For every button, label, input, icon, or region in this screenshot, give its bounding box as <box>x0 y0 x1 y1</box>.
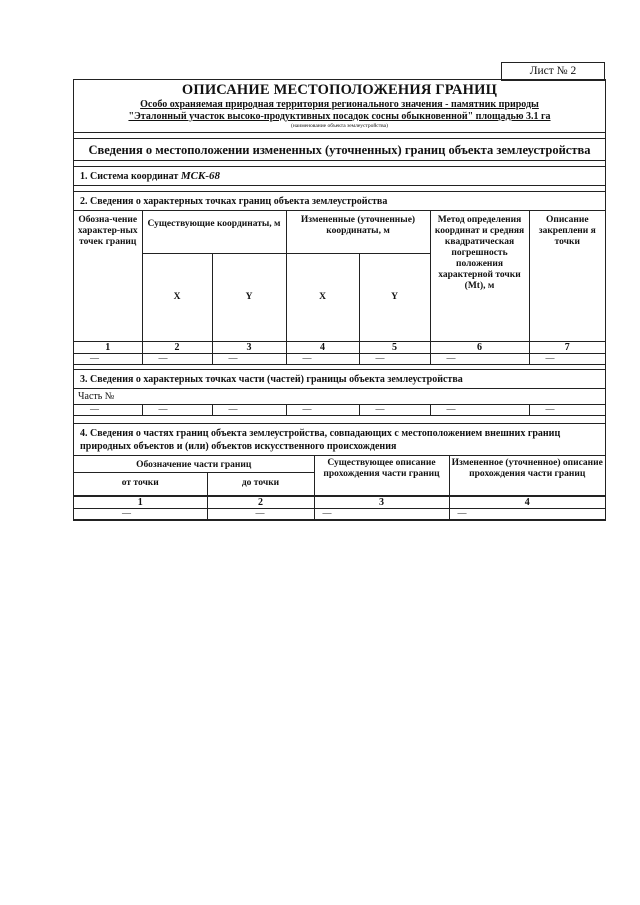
empty-cell: — <box>212 405 286 416</box>
empty-cell: — <box>74 353 142 364</box>
boundary-parts-table <box>74 456 605 521</box>
empty-cell: — <box>74 405 142 416</box>
points-table <box>74 211 605 365</box>
document-title: ОПИСАНИЕ МЕСТОПОЛОЖЕНИЯ ГРАНИЦ <box>181 82 498 98</box>
column-number: 2 <box>207 496 314 509</box>
empty-cell: — <box>529 405 605 416</box>
empty-cell: — <box>286 405 359 416</box>
coordinate-system-label: 1. Система координат <box>80 171 179 182</box>
col-existing-coords: Существующие координаты, м <box>142 211 286 253</box>
section-3-title: 3. Сведения о характерных точках части (частей) границы объекта землеустройства <box>74 370 605 389</box>
col-method-accuracy: Метод определения координат и средняя квадратическая погрешность положения характерной точки (Mt), м <box>430 211 529 341</box>
empty-cell: — <box>359 405 430 416</box>
column-number: 3 <box>314 496 449 509</box>
col-existing-y: Y <box>212 253 286 341</box>
section-2-title: 2. Сведения о характерных точках границ объекта землеустройства <box>74 192 605 211</box>
col-point-description: Описание закреплени я точки <box>529 211 605 341</box>
empty-cell: — <box>359 353 430 364</box>
empty-cell: — <box>449 509 605 520</box>
column-number: 4 <box>286 341 359 353</box>
col-changed-y: Y <box>359 253 430 341</box>
part-number-row: Часть № <box>74 389 605 405</box>
empty-cell: — <box>430 405 529 416</box>
empty-cell: — <box>286 353 359 364</box>
column-number: 6 <box>430 341 529 353</box>
section-title: Сведения о местоположении измененных (уточненных) границ объекта землеустройства <box>74 139 605 161</box>
empty-cell: — <box>430 353 529 364</box>
column-number: 2 <box>142 341 212 353</box>
empty-cell: — <box>207 509 314 520</box>
document-frame <box>73 79 606 521</box>
document-header <box>74 80 605 133</box>
empty-cell: — <box>142 405 212 416</box>
col-changed-coords: Измененные (уточненные) координаты, м <box>286 211 430 253</box>
section-4-title: 4. Сведения о частях границ объекта землеустройства, совпадающих с местоположением внешних границ природных объектов и (или) объектов искусственного происхождения <box>74 424 605 456</box>
spacer <box>74 416 605 424</box>
empty-cell: — <box>74 509 207 520</box>
coordinate-system-row <box>74 167 605 186</box>
col-changed-description: Измененное (уточненное) описание прохождения части границ <box>449 456 605 497</box>
column-number: 7 <box>529 341 605 353</box>
col-part-designation: Обозначение части границ <box>74 456 314 473</box>
part-points-table <box>74 405 605 416</box>
object-name-caption: (наименование объекта землеустройства) <box>291 123 388 129</box>
col-point-designation: Обозна-чение характер-ных точек границ <box>74 211 142 341</box>
col-existing-x: X <box>142 253 212 341</box>
col-to-point: до точки <box>207 472 314 496</box>
empty-cell: — <box>314 509 449 520</box>
coordinate-system-value: МСК-68 <box>180 170 221 182</box>
column-number: 4 <box>449 496 605 509</box>
column-number: 5 <box>359 341 430 353</box>
col-changed-x: X <box>286 253 359 341</box>
empty-cell: — <box>529 353 605 364</box>
col-existing-description: Существующее описание прохождения части границ <box>314 456 449 497</box>
empty-cell: — <box>142 353 212 364</box>
sheet-number: Лист № 2 <box>501 62 605 81</box>
column-number: 1 <box>74 341 142 353</box>
col-from-point: от точки <box>74 472 207 496</box>
column-number: 1 <box>74 496 207 509</box>
object-name-line2: "Эталонный участок высоко-продуктивных посадок сосны обыкновенной" площадью 3.1 га <box>128 111 551 122</box>
object-name-line1: Особо охраняемая природная территория регионального значения - памятник природы <box>140 99 539 110</box>
column-number: 3 <box>212 341 286 353</box>
empty-cell: — <box>212 353 286 364</box>
